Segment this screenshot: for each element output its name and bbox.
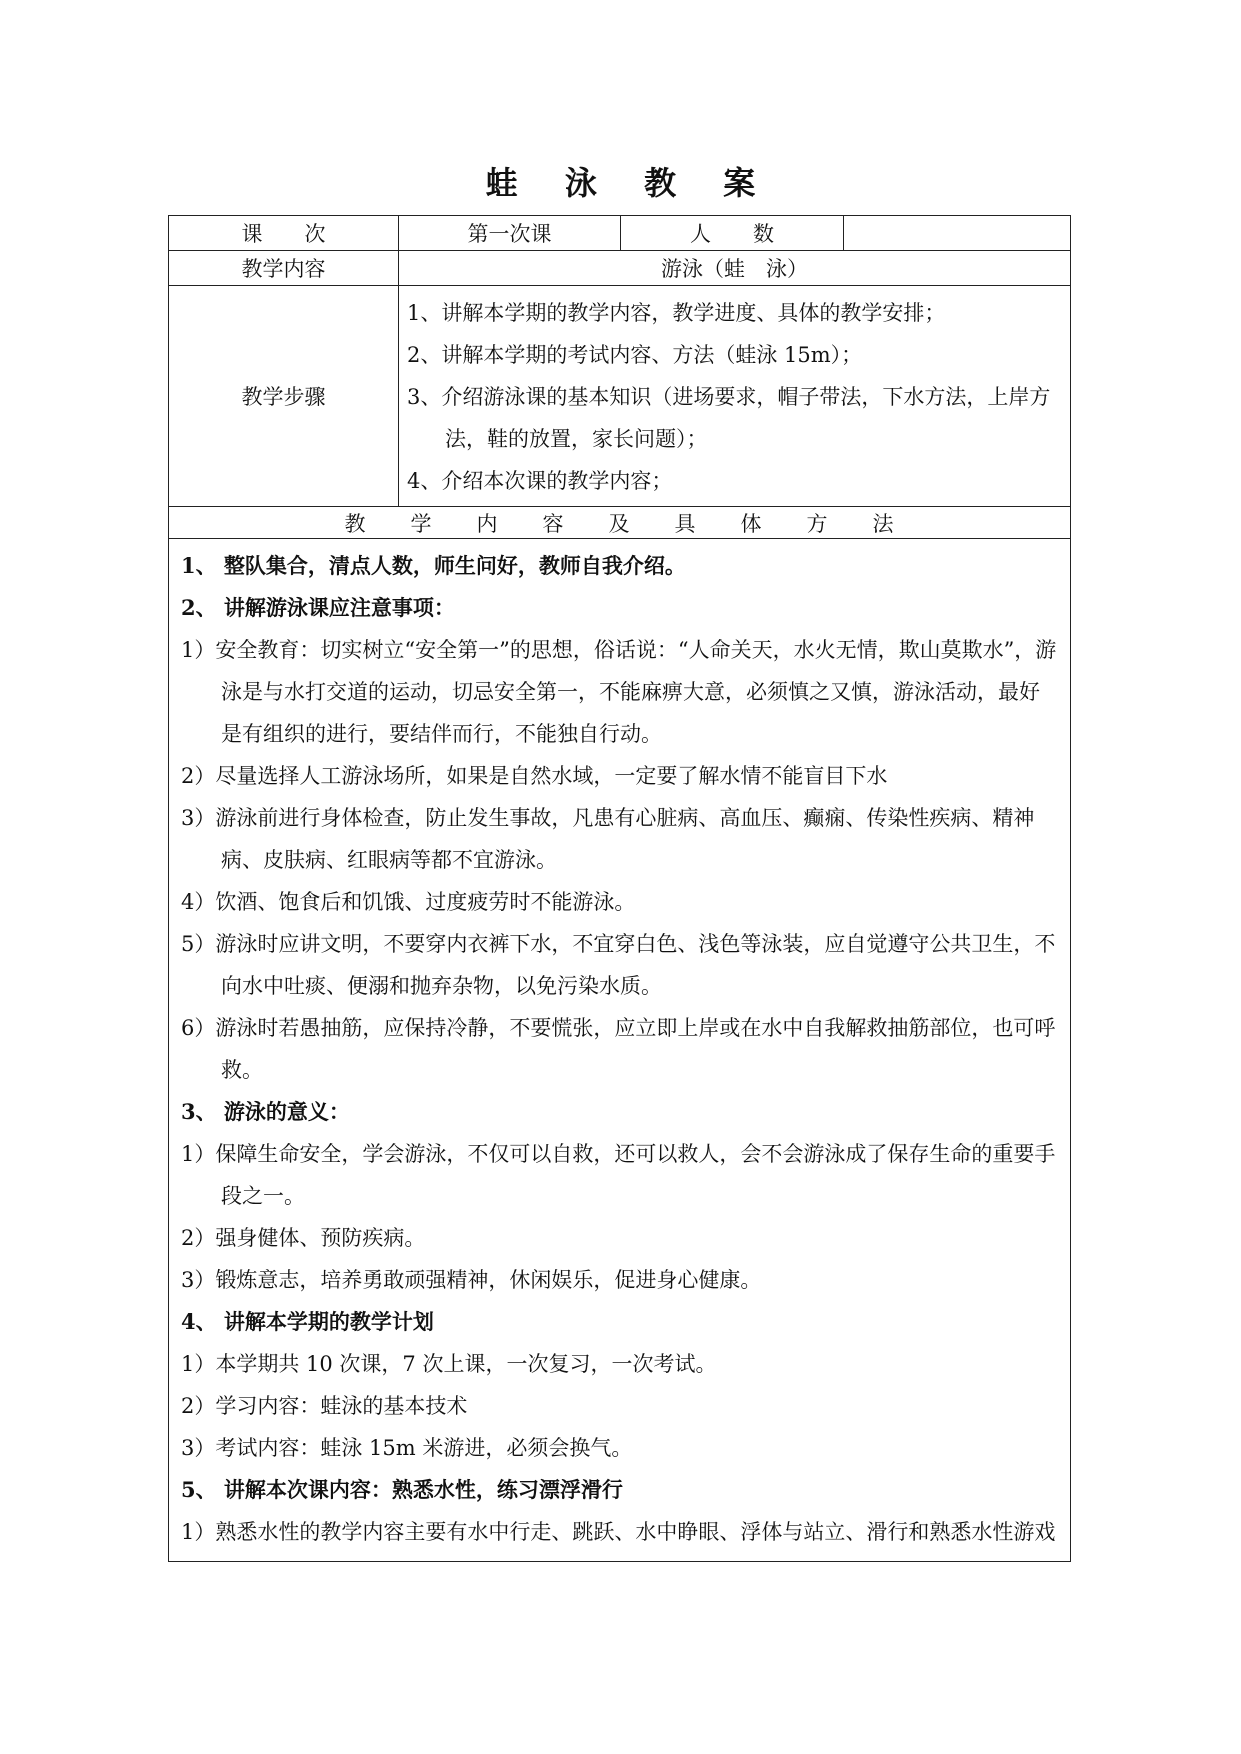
list-item: 1）安全教育：切实树立“安全第一”的思想，俗话说：“人命关天，水火无情，欺山莫欺水”，游泳是与水打交道的运动，切忌安全第一，不能麻痹大意，必须慎之又慎，游泳活动，最好是有组织的进行，要结伴而行，不能独自行动。 <box>181 638 1057 746</box>
content-label-cell <box>169 251 399 286</box>
document-title: 蛙 泳 教 案 <box>485 164 774 202</box>
steps-label-cell <box>169 286 399 507</box>
content-value-cell <box>399 251 1071 286</box>
step-item: 1、讲解本学期的教学内容，教学进度、具体的教学安排； <box>407 301 946 325</box>
section-heading-5: 5、 讲解本次课内容：熟悉水性，练习漂浮滑行 <box>181 1477 623 1502</box>
list-item: 1）保障生命安全，学会游泳，不仅可以自救，还可以救人，会不会游泳成了保存生命的重要手段之一。 <box>181 1142 1056 1208</box>
body-cell <box>169 539 1071 1562</box>
list-item: 5）游泳时应讲文明，不要穿内衣裤下水，不宜穿白色、浅色等泳装，应自觉遵守公共卫生，不向水中吐痰、便溺和抛弃杂物，以免污染水质。 <box>181 932 1056 998</box>
list-item: 2）学习内容：蛙泳的基本技术 <box>181 1394 468 1418</box>
steps-row <box>169 286 1071 507</box>
count-value-cell <box>844 216 1071 251</box>
lesson-label-cell <box>169 216 399 251</box>
lesson-info-row <box>169 216 1071 251</box>
steps-cell <box>399 286 1071 507</box>
list-item: 4）饮酒、饱食后和饥饿、过度疲劳时不能游泳。 <box>181 890 636 914</box>
list-item: 1）本学期共 10 次课，7 次上课，一次复习，一次考试。 <box>181 1352 717 1376</box>
body-row <box>169 539 1071 1562</box>
section-heading-3: 3、 游泳的意义： <box>181 1099 350 1124</box>
steps-label: 教学步骤 <box>241 385 326 409</box>
count-label-cell <box>621 216 844 251</box>
content-row <box>169 251 1071 286</box>
section-header-row <box>169 507 1071 539</box>
section-header: 教 学 内 容 及 具 体 方 法 <box>344 511 895 536</box>
step-item: 4、介绍本次课的教学内容； <box>407 469 673 493</box>
section-header-cell <box>169 507 1071 539</box>
list-item: 1）熟悉水性的教学内容主要有水中行走、跳跃、水中睁眼、浮体与站立、滑行和熟悉水性游戏 <box>181 1520 1056 1544</box>
list-item: 6）游泳时若愚抽筋，应保持冷静，不要慌张，应立即上岸或在水中自我解救抽筋部位，也可呼救。 <box>181 1016 1056 1082</box>
content-label: 教学内容 <box>241 257 326 281</box>
section-heading-1: 1、 整队集合，清点人数，师生问好，教师自我介绍。 <box>181 553 686 578</box>
section-heading-2: 2、 讲解游泳课应注意事项： <box>181 595 455 620</box>
list-item: 3）考试内容：蛙泳 15m 米游进，必须会换气。 <box>181 1436 633 1460</box>
list-item: 3）游泳前进行身体检查，防止发生事故，凡患有心脏病、高血压、癫痫、传染性疾病、精神病、皮肤病、红眼病等都不宜游泳。 <box>181 806 1035 872</box>
lesson-label: 课 次 <box>241 222 326 246</box>
section-heading-4: 4、 讲解本学期的教学计划 <box>181 1309 434 1334</box>
lesson-value: 第一次课 <box>467 222 552 246</box>
list-item: 2）强身健体、预防疾病。 <box>181 1226 426 1250</box>
count-label: 人 数 <box>690 222 774 246</box>
list-item: 2）尽量选择人工游泳场所，如果是自然水域，一定要了解水情不能盲目下水 <box>181 764 888 788</box>
step-item: 2、讲解本学期的考试内容、方法（蛙泳 15m）； <box>407 343 863 367</box>
lesson-value-cell <box>399 216 621 251</box>
lesson-plan-table <box>168 215 1071 1562</box>
content-value: 游泳（蛙 泳） <box>661 257 808 281</box>
step-item: 3、介绍游泳课的基本知识（进场要求，帽子带法，下水方法，上岸方法，鞋的放置，家长问题）； <box>407 385 1051 451</box>
list-item: 3）锻炼意志，培养勇敢顽强精神，休闲娱乐，促进身心健康。 <box>181 1268 762 1292</box>
